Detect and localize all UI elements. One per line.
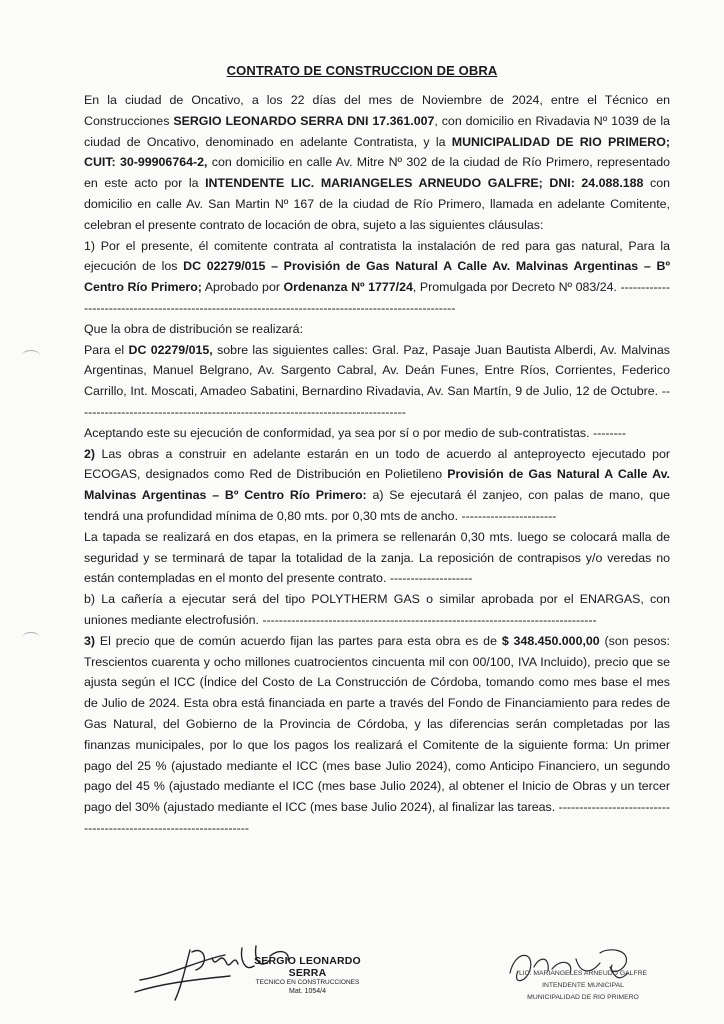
- contractor-id: SERGIO LEONARDO SERRA DNI 17.361.007: [173, 113, 435, 128]
- contract-price: $ 348.450.000,00: [501, 633, 600, 648]
- text-span: , con domicilio en Rivadavia Nº 1039 de la ciudad de Oncativo, denominado en adelante Contratista, y la: [84, 113, 670, 149]
- project-name: DC 02279/015 – Provisión de Gas Natural A Calle Av. Malvinas Argentinas – Bº Centro Río Primero;: [84, 259, 670, 295]
- clause-1: [84, 236, 670, 319]
- municipality-id: MUNICIPALIDAD DE RIO PRIMERO; CUIT: 30-99906764-2,: [84, 134, 670, 170]
- paragraph-pipe: b) La cañería a ejecutar será del tipo POLYTHERM GAS o similar aprobada por el ENARGAS, con uniones mediante electrofusión. ---------------------------------------------------------------------------------: [84, 592, 670, 627]
- punch-hole-mark: [22, 632, 40, 643]
- clause-number: 2): [84, 446, 96, 461]
- contractor-stamp: [235, 955, 380, 996]
- text-span: Aprobado por: [201, 280, 284, 295]
- paragraph-backfill: La tapada se realizará en dos etapas, en la primera se rellenarán 0,30 mts. luego se colocará malla de seguridad y se terminará de tapar la totalidad de la zanja. La reposición de contrapisos y/o veredas no están contempladas en el monto del presente contrato. --------------------: [84, 529, 670, 586]
- document-title: CONTRATO DE CONSTRUCCION DE OBRA: [226, 63, 498, 78]
- text-span: con domicilio en calle Av. Mitre Nº 302 de la ciudad de Río Primero, representado en este acto por la: [84, 155, 670, 191]
- stamp-name: LIC. MARIANGELES ARNEUDO GALFRE: [518, 970, 648, 977]
- paragraph-acceptance: Aceptando este su ejecución de conformidad, ya sea por sí o por medio de sub-contratistas. --------: [84, 425, 627, 440]
- mayor-stamp: [508, 968, 658, 1004]
- text-span: Las obras a construir en adelante estarán en un todo de acuerdo al anteproyecto ejecutado por ECOGAS, designados como Red de Distribución en Polietileno: [84, 446, 670, 482]
- stamp-title: INTENDENTE MUNICIPAL: [542, 982, 624, 989]
- text-span: sobre las siguientes calles: Gral. Paz, Pasaje Juan Bautista Alberdi, Av. Malvinas Argentinas, Manuel Belgrano, Av. Sargento Cabral, Av. Deán Funes, Entre Ríos, Corrientes, Federico Carrillo, Int. Moscati, Amadeo Sabatini, Bernardino Rivadavia, Av. San Martín, 9 de Julio, 12 de Octubre. --------------------------------------------------------------------------------: [84, 342, 670, 419]
- text-span: (son pesos: Trescientos cuarenta y ocho millones cuatrocientos cincuenta mil con 00/100, IVA Incluido), precio que se ajusta según el ICC (Índice del Costo de La Construcción de Córdoba, tomando como mes base el mes de Julio de 2024. Esta obra está financiada en parte a través del Fondo de Financiamiento para redes de Gas Natural, del Gobierno de la Provincia de Córdoba, y las diferencias serán completadas por las finanzas municipales, por lo que los pagos los realizará el Comitente de la siguiente forma: Un primer pago del 25 % (ajustado mediante el ICC (mes base Julio 2024), como Anticipo Financiero, un segundo pago del 45 % (ajustado mediante el ICC (mes base Julio 2024), al obtener el Inicio de Obras y un tercer pago del 30% (ajustado mediante el ICC (mes base Julio 2024), al finalizar las tareas. -------------------------------------------------------------------: [84, 633, 670, 835]
- mayor-signature-block: [490, 945, 660, 1020]
- clause-number: 3): [84, 633, 96, 648]
- stamp-registration: Mat. 1054/4: [289, 988, 326, 995]
- text-span: , Promulgada por Decreto Nº 083/24. ------------------------------------------------------------------------------------------------------: [84, 280, 670, 315]
- text-span: Para el: [84, 342, 129, 357]
- clause-2: [84, 444, 670, 527]
- paragraph-distribution-intro: Que la obra de distribución se realizará:: [84, 321, 304, 336]
- text-span: con domicilio en calle Av. San Martin Nº 167 de la ciudad de Río Primero, llamada en adelante Comitente, celebran el presente contrato de locación de obra, sujeto a las siguientes cláusulas:: [84, 176, 670, 232]
- punch-hole-mark: [22, 350, 40, 361]
- stamp-name: SERGIO LEONARDO SERRA: [254, 955, 361, 979]
- text-span: En la ciudad de Oncativo, a los 22 días del mes de Noviembre de 2024, entre el Técnico en Construcciones: [84, 93, 670, 128]
- contract-body: [84, 90, 670, 839]
- contractor-signature-block: [130, 930, 380, 1020]
- clause-3: [84, 631, 670, 839]
- mayor-id: INTENDENTE LIC. MARIANGELES ARNEUDO GALFRE; DNI: 24.088.188: [205, 176, 644, 191]
- stamp-title: TECNICO EN CONSTRUCCIONES: [255, 979, 360, 986]
- text-span: 1) Por el presente, él comitente contrata al contratista la instalación de red para gas natural, Para la ejecución de los: [84, 238, 670, 274]
- paragraph-parties: [84, 90, 670, 236]
- project-code: DC 02279/015,: [128, 342, 213, 357]
- stamp-organization: MUNICIPALIDAD DE RIO PRIMERO: [527, 994, 639, 1001]
- ordinance-number: Ordenanza Nº 1777/24: [283, 280, 413, 295]
- text-span: a) Se ejecutará él zanjeo, con palas de mano, que tendrá una profundidad mínima de 0,80 mts. por 0,30 mts de ancho. -----------------------: [84, 488, 670, 523]
- text-span: El precio que de común acuerdo fijan las partes para esta obra es de: [95, 633, 502, 648]
- project-name: Provisión de Gas Natural A Calle Av. Malvinas Argentinas – Bº Centro Río Primero:: [84, 467, 670, 503]
- paragraph-streets: [84, 340, 670, 423]
